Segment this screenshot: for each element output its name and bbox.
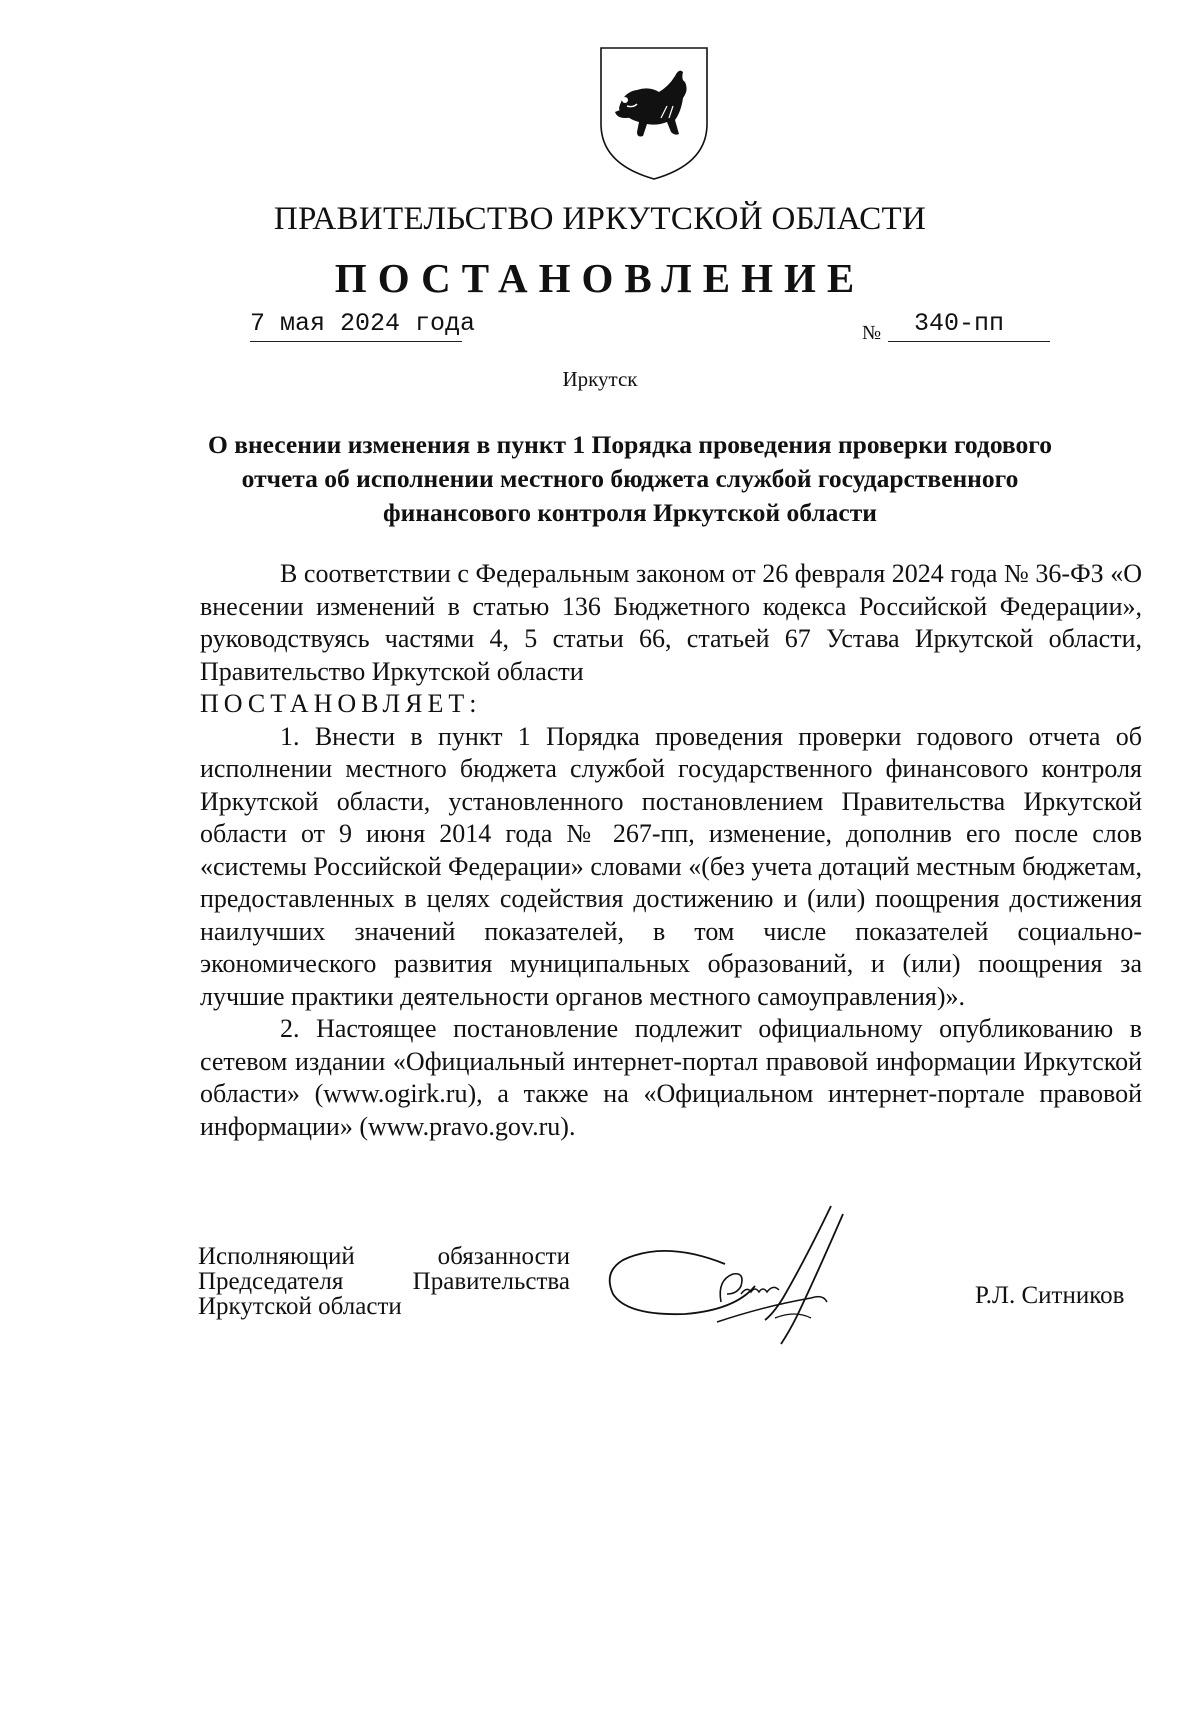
government-name: ПРАВИТЕЛЬСТВО ИРКУТСКОЙ ОБЛАСТИ — [273, 201, 927, 237]
signer-name: Р.Л. Ситников — [975, 1282, 1125, 1309]
document-date: 7 мая 2024 года — [250, 309, 462, 342]
document-body — [200, 558, 1142, 1143]
preamble-paragraph: В соответствии с Федеральным законом от 26 февраля 2024 года № 36-ФЗ «О внесении изменений в статью 136 Бюджетного кодекса Российской Федерации», руководствуясь частями 4, 5 статьи 66, статьей 67 Устава Иркутской области, Правительство Иркутской области — [200, 559, 1142, 686]
document-type-title: ПОСТАНОВЛЕНИЕ — [334, 255, 866, 301]
item-1-paragraph: 1. Внести в пункт 1 Порядка проведения проверки годового отчета об исполнении местного бюджета службой государственного финансового контроля Иркутской области, установленного постановлением Правительства Иркутской области от 9 июня 2014 года № 267-пп, изменение, дополнив его после слов «системы Российской Федерации» словами «(без учета дотаций местным бюджетам, предоставленных в целях содействия достижению и (или) поощрения достижения наилучших значений показателей, в том числе показателей социально-экономического развития муниципальных образований, и (или) поощрения за лучшие практики деятельности органов местного самоуправления)». — [200, 721, 1142, 1011]
signatory-position — [198, 1244, 570, 1319]
heading-line: О внесении изменения в пункт 1 Порядка проведения проверки годового — [208, 430, 1052, 459]
handwritten-signature — [605, 1190, 865, 1350]
heading-line: финансового контроля Иркутской области — [383, 498, 877, 527]
document-heading — [190, 428, 1070, 530]
document-number: 340-пп — [888, 309, 1050, 342]
position-line — [198, 1244, 570, 1269]
position-word: Исполняющий — [198, 1243, 355, 1270]
position-word: Правительства — [412, 1268, 570, 1295]
position-line — [198, 1269, 570, 1294]
place-of-issue: Иркутск — [562, 367, 638, 391]
number-label: № — [862, 322, 882, 344]
resolves-word: ПОСТАНОВЛЯЕТ: — [200, 689, 482, 718]
heading-line: отчета об исполнении местного бюджета службой государственного — [241, 464, 1019, 493]
item-2-paragraph: 2. Настоящее постановление подлежит официальному опубликованию в сетевом издании «Официальный интернет-портал правовой информации Иркутской области» (www.ogirk.ru), а также на «Официальном интернет-портале правовой информации» (www.pravo.gov.ru). — [200, 1014, 1142, 1141]
position-word: Председателя — [198, 1268, 344, 1295]
position-word: обязанности — [437, 1243, 570, 1270]
position-line: Иркутской области — [198, 1293, 402, 1320]
coat-of-arms-icon — [597, 46, 711, 181]
